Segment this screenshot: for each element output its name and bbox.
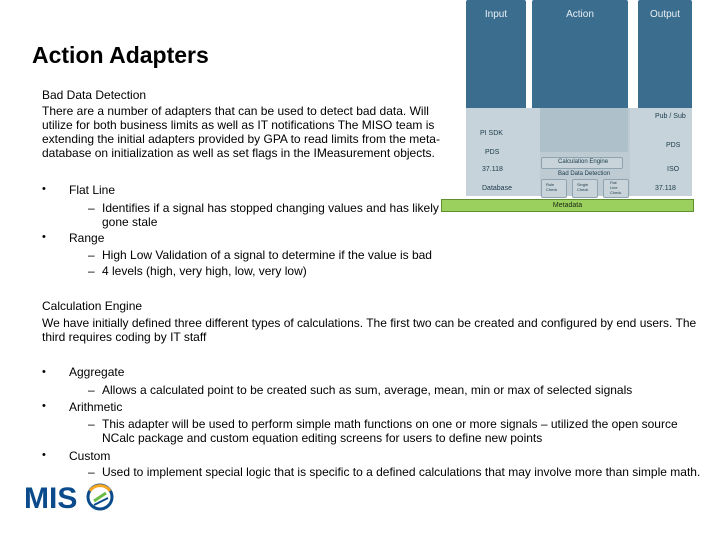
pubsub-label: Pub / Sub (655, 113, 686, 120)
c37-output-label: 37.118 (655, 185, 676, 192)
bullet-icon: • (42, 366, 46, 378)
arithmetic-desc-1: This adapter will be used to perform simple math functions on one or more signals – utilized the open source (102, 417, 678, 431)
rule-check-box (541, 179, 567, 198)
flat-line-check-box (603, 179, 629, 198)
dash-icon: – (88, 248, 95, 262)
bullet-icon: • (42, 400, 46, 412)
svg-text:MIS: MIS (24, 482, 78, 514)
single-check-label: Single Check (577, 182, 589, 192)
bad-data-line-1: There are a number of adapters that can be used to detect bad data. Will (42, 104, 429, 118)
rule-check-label: Rule Check (546, 182, 558, 192)
output-header: Output (649, 9, 681, 20)
arithmetic-desc-2: NCalc package and custom equation editing screens for users to define new points (102, 431, 543, 445)
range-desc-2: 4 levels (high, very high, low, very low) (102, 264, 307, 278)
bullet-icon: • (42, 231, 46, 243)
pds-input-label: PDS (485, 149, 500, 156)
aggregate-label: Aggregate (69, 365, 125, 379)
iso-label: ISO (667, 166, 680, 173)
custom-desc: Used to implement special logic that is specific to a defined calculations that may involve more than simple math. (102, 465, 701, 479)
flat-line-label: Flat Line (69, 183, 116, 197)
dash-icon: – (88, 264, 95, 278)
action-header: Action (566, 9, 594, 20)
dash-icon: – (88, 417, 95, 431)
aggregate-desc: Allows a calculated point to be created such as sum, average, mean, min or max of selected signals (102, 383, 633, 397)
arithmetic-label: Arithmetic (69, 400, 123, 414)
bad-data-heading: Bad Data Detection (42, 88, 147, 102)
miso-logo (24, 478, 120, 514)
bad-data-detection-label: Bad Data Detection (558, 171, 611, 177)
single-check-box (572, 179, 598, 198)
dash-icon: – (88, 201, 95, 215)
range-label: Range (69, 231, 105, 245)
bullet-icon: • (42, 183, 46, 195)
calc-line-2: third requires coding by IT staff (42, 330, 207, 344)
flat-line-desc-2: gone stale (102, 215, 158, 229)
page-title: Action Adapters (32, 42, 209, 68)
dash-icon: – (88, 465, 95, 479)
bad-data-line-4: database on initialization as well as set flags in the IMeasurement objects. (42, 146, 435, 160)
flat-line-desc-1: Identifies if a signal has stopped changing values and has likely (102, 201, 439, 215)
input-header: Input (484, 9, 508, 20)
range-desc-1: High Low Validation of a signal to determine if the value is bad (102, 248, 432, 262)
database-label: Database (482, 185, 512, 192)
calc-engine-box (541, 157, 623, 169)
dash-icon: – (88, 383, 95, 397)
pi-sdk-label: PI SDK (480, 130, 503, 137)
calc-line-1: We have initially defined three different types of calculations. The first two can be created and configured by end users. The (42, 316, 697, 330)
c37-input-label: 37.118 (482, 166, 503, 173)
bad-data-line-2: utilize for both business limits as well as IT notifications The MISO team is (42, 118, 435, 132)
custom-label: Custom (69, 449, 111, 463)
bad-data-line-3: extending the initial adapters provided by GPA to read limits from the meta- (42, 132, 440, 146)
pds-output-label: PDS (666, 142, 681, 149)
metadata-bar: Metadata (441, 199, 694, 212)
bullet-icon: • (42, 449, 46, 461)
flat-line-check-label: Flat Line Check (610, 180, 622, 195)
calc-heading: Calculation Engine (42, 299, 143, 313)
calc-engine-label: Calculation Engine (558, 159, 609, 165)
